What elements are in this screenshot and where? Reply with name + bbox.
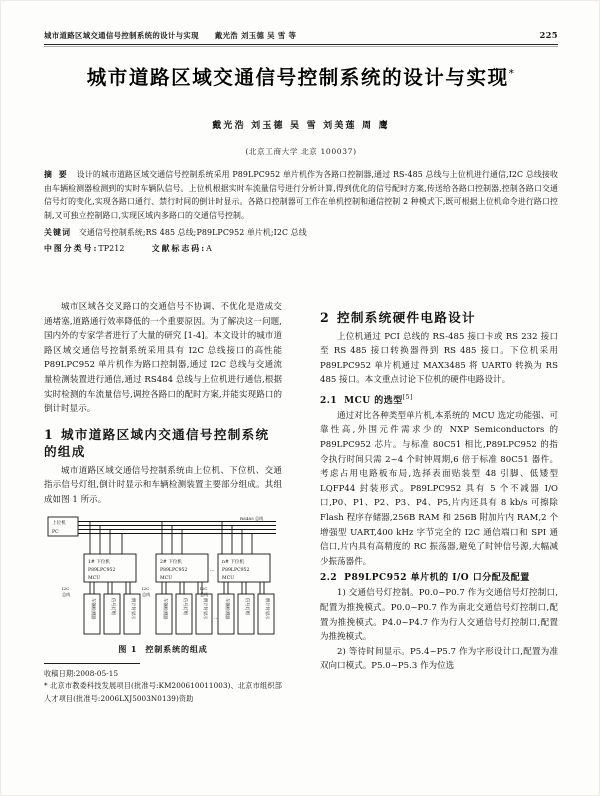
section-2-2-number: 2.2 [320,573,338,584]
figure-i2c-label-1a: I2C [62,585,70,591]
running-head-title: 城市道路区域交通信号控制系统的设计与实现 [44,31,199,40]
received-date-line [44,668,282,680]
right-paragraph-4: 2) 等待时间显示。P5.4~P5.7 作为字形设计口,配置为准双向口模式。P5.0~P5.3 作为位选 [320,646,558,672]
right-paragraph-1: 上位机通过 PCI 总线的 RS-485 接口卡或 RS 232 接口至 RS 485 接口转换器得到 RS 485 接口。下位机采用 P89LPC952 单片机通过 MAX3485 将 UART0 转换为 RS 485 接口。本文重点讨论下位机的硬件电路设计。 [320,331,558,386]
clc-value: TP212 [98,244,125,254]
funding-star: * [44,681,48,691]
figure-ellipsis-top: … [210,567,215,573]
figure-1-caption [44,644,282,655]
figure-node1-line1: 1# 下位机 [88,559,111,565]
figure-host-label-2: PC [52,529,59,535]
figure-node2-line3: MCU [160,575,173,581]
right-column [320,300,558,790]
abstract-label: 摘 要 [44,170,69,179]
figure-host-label-1: 上位机 [52,520,66,526]
section-2-heading [320,309,558,327]
figure-leaf-signal-3: 信号灯组 [244,597,249,615]
running-head-authors: 戴光浩 刘玉德 吴 雪 等 [214,31,297,40]
section-2-1-ref: [5] [402,393,413,401]
left-column [44,300,282,790]
figure-node2-line1: 2# 下位机 [160,559,183,565]
left-paragraph-1: 城市区域各交叉路口的交通信号不协调、不优化是造成交通堵塞,道路通行效率降低的一个重要原因。为了解决这一问题,国内外的专家学者进行了大量的研究 [1-4]。本文设计的城市道路区域交通信号控制系统采用具有 I2C 总线接口的高性能 P89LPC952 单片机作为路口控制器,通过 I2C 总线与交通流量检测装置进行通信,通过 RS484 总线与上位机进行通信,根据实时检测的车流量信号,调控各路口的配时方案,并能实现路口的倒计时显示。 [44,302,282,415]
figure-bus-label: RS485 总线 [240,515,264,521]
figure-1-number: 图 1 [118,643,138,654]
section-2-1-heading [320,390,558,409]
section-2-2-title: P89LPC952 单片机的 I/O 口分配及配置 [344,573,530,584]
right-paragraph-2: 通过对比各种类型单片机,本系统的 MCU 选定功能强、可靠性高,外围元件需求少的 NXP Semiconductors 的 P89LPC952 芯片。与标准 80C51 相比,P89LPC952 的指令执行时间只需 2~4 个时钟周期,6 倍于标准 80C51 器件。考虑占用电路板布局,选择表面贴装型 48 引脚、低矮型 LQFP44 封装形式。P89LPC952 具有 5 个不减器 I/O 口,P0、P1、P2、P3、P4、P5,片内还具有 8 kb/s 可擦除 Flash 程序存储器,256B RAM 和 256B 附加片内 RAM,2 个增强型 UART,400 kHz 字节完全的 I2C 通信端口和 SPI 通信口,片内具有高精度的 RC 振荡器,避免了时钟信号源,大幅减少振荡器件。 [320,410,558,567]
figure-node3-line2: P89LPC952 [222,567,250,573]
affiliation: (北京工商大学 北京 100037) [245,147,357,156]
doc-code-value: A [206,244,212,254]
footnote-block [44,668,282,705]
footnote-rule [44,663,140,664]
figure-ellipsis-bottom: … [214,615,219,621]
figure-node2-line2: P89LPC952 [160,567,188,573]
figure-1-diagram [44,514,282,642]
classification-line [44,242,558,255]
body-columns [44,300,558,790]
abstract-paragraph [44,168,558,222]
section-1-number: 1 [44,426,55,442]
received-label: 收稿日期: [44,668,76,678]
figure-i2c-label-2a: I2C [142,585,150,591]
figure-node3-line3: MCU [222,575,235,581]
section-2-1-title: MCU 的选型 [344,395,403,406]
figure-leaf-timer-2: 倒计时显示 [202,597,207,620]
figure-1 [44,514,282,642]
page-number: 225 [539,30,558,40]
figure-leaf-vehicle-1: 车辆检测器 [90,597,95,620]
section-1-heading [44,426,282,461]
figure-leaf-signal-2: 信号灯组 [182,597,187,615]
abstract-block [44,168,558,256]
title-footnote-mark: * [508,68,516,80]
figure-leaf-signal-1: 信号灯组 [110,597,115,615]
figure-i2c-label-1b: 总线 [62,591,71,597]
section-1-title: 城市道路区域内交通信号控制系统的组成 [44,426,270,460]
section-2-2-heading [320,571,558,586]
figure-i2c-label-3b: 总线 [200,591,209,597]
keywords-label: 关键词 [44,228,72,238]
running-head [44,30,558,41]
figure-i2c-label-2b: 总线 [142,591,151,597]
figure-1-caption-text: 控制系统的组成 [145,643,208,654]
keywords-text: 交通信号控制系统;RS 485 总线;P89LPC952 单片机;I2C 总线 [78,228,307,238]
section-2-number: 2 [320,310,331,325]
figure-leaf-vehicle-3: 车辆检测器 [224,597,229,620]
figure-leaf-vehicle-2: 车辆检测器 [162,597,167,620]
header-rule [44,44,558,45]
doc-code-label: 文献标志码: [151,244,207,254]
right-paragraph-3: 1) 交通信号灯控制。P0.0~P0.7 作为交通信号灯控制口,配置为推挽模式。P0.0~P0.7 作为南北交通信号灯控制口,配置为推挽模式。P4.0~P4.7 作为行人交通信号灯控制口,配置为推挽模式。 [320,588,558,643]
keywords-line [44,226,558,239]
section-2-1-number: 2.1 [320,395,338,406]
header-rule-secondary [44,46,558,47]
clc-label: 中图分类号: [44,244,99,254]
received-date: 2008-05-15 [75,668,119,678]
figure-leaf-timer-1: 倒计时显示 [130,597,135,620]
figure-node1-line2: P89LPC952 [88,567,116,573]
figure-i2c-label-3a: I2C [200,585,208,591]
section-2-title: 控制系统硬件电路设计 [337,310,476,325]
funding-line [44,680,282,705]
figure-node3-line1: n# 下位机 [222,559,245,565]
funding-text: 北京市教委科技发展项目(批准号:KM200610011003)、北京市组织部人才项目(批准号:2006LXJ5003N0139)资助 [44,681,282,703]
page-title [44,62,558,90]
figure-node1-line3: MCU [88,575,101,581]
author-list: 戴光浩 刘玉德 吴 雪 刘美莲 周 鹰 [212,121,390,131]
abstract-text: 设计的城市道路区域交通信号控制系统采用 P89LPC952 单片机作为各路口控制器,通过 RS-485 总线与上位机进行通信,I2C 总线接收由车辆检测器检测到的实时车辆队信号。上位机根据实时车流量信号进行分析计算,得到优化的信号配时方案,传送给各路口控制器,控制各路口交通信号灯的变化,实现各路口通行、禁行时间的倒计时显示。各路口控制器可工作在单机控制和通信控制 2 种模式下,既可根据上位机命令进行路口控制,又可独立控制路口,实现区域内多路口的交通信号控制。 [44,170,559,220]
figure-leaf-timer-3: 倒计时显示 [264,597,269,620]
article-title: 城市道路区域交通信号控制系统的设计与实现 [86,66,509,89]
left-paragraph-2: 城市道路区域交通信号控制系统由上位机、下位机、交通指示信号灯组,倒计时显示和车辆检测装置主要部分组成。其组成如图 1 所示。 [44,465,282,505]
